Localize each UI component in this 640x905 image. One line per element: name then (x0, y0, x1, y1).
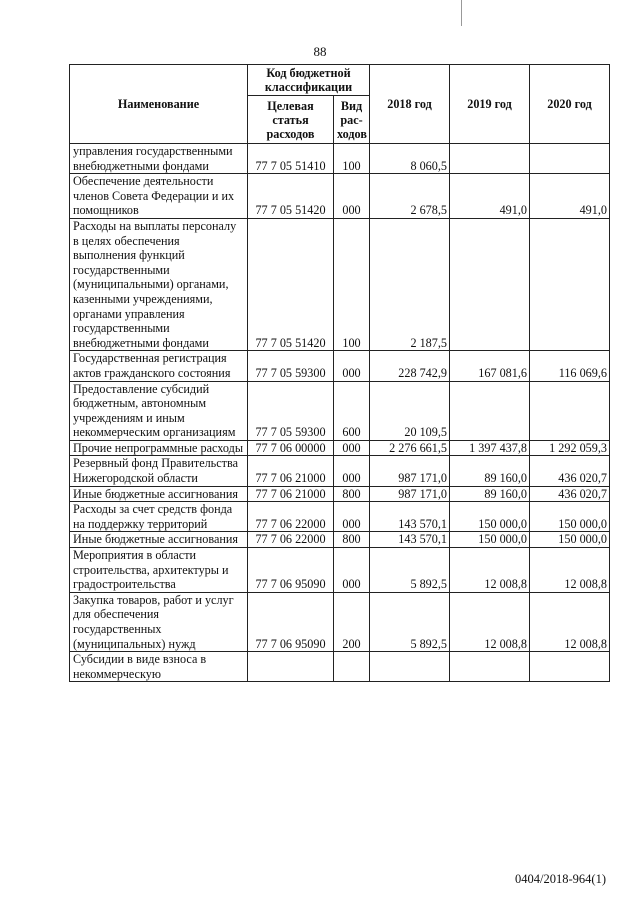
row-code: 77 7 05 59300 (248, 351, 334, 381)
table-row (70, 218, 610, 350)
row-kind: 800 (334, 532, 370, 548)
row-code: 77 7 06 95090 (248, 592, 334, 651)
row-name: Иные бюджетные ассигнования (70, 532, 248, 548)
row-name: управления государственными внебюджетными фондами (70, 144, 248, 174)
table-row (70, 502, 610, 532)
row-2020: 436 020,7 (530, 456, 610, 486)
row-name: Мероприятия в области строительства, архитектуры и градостроительства (70, 548, 248, 593)
scan-artifact-line (461, 0, 462, 26)
row-kind: 000 (334, 548, 370, 593)
row-code: 77 7 06 21000 (248, 456, 334, 486)
row-2018: 143 570,1 (370, 502, 450, 532)
row-2019 (450, 144, 530, 174)
row-code: 77 7 06 22000 (248, 502, 334, 532)
row-2019 (450, 381, 530, 440)
table-row (70, 456, 610, 486)
row-2018: 2 187,5 (370, 218, 450, 350)
row-kind: 800 (334, 486, 370, 502)
row-2018 (370, 652, 450, 682)
table-row (70, 532, 610, 548)
row-name: Расходы на выплаты персоналу в целях обеспечения выполнения функций государственными (муниципальными) органами, казенными учреждениями, органами управления государственными внебюджетными фондами (70, 218, 248, 350)
row-2018: 987 171,0 (370, 456, 450, 486)
table-row (70, 351, 610, 381)
row-2020: 12 008,8 (530, 548, 610, 593)
row-2020: 436 020,7 (530, 486, 610, 502)
row-name: Обеспечение деятельности членов Совета Федерации и их помощников (70, 174, 248, 219)
row-code: 77 7 06 00000 (248, 440, 334, 456)
document-id: 0404/2018-964(1) (515, 872, 606, 886)
row-2020 (530, 218, 610, 350)
header-2020: 2020 год (530, 65, 610, 144)
header-code-group: Код бюджетной классификации (248, 65, 370, 96)
row-code: 77 7 05 51420 (248, 218, 334, 350)
row-2019: 89 160,0 (450, 456, 530, 486)
row-2018: 143 570,1 (370, 532, 450, 548)
row-name: Субсидии в виде взноса в некоммерческую (70, 652, 248, 682)
row-kind (334, 652, 370, 682)
row-2020: 1 292 059,3 (530, 440, 610, 456)
row-2019: 491,0 (450, 174, 530, 219)
row-2019: 12 008,8 (450, 592, 530, 651)
header-name: Наименование (70, 65, 248, 144)
budget-table (69, 64, 610, 682)
row-2019: 1 397 437,8 (450, 440, 530, 456)
table-row (70, 486, 610, 502)
row-code: 77 7 05 51420 (248, 174, 334, 219)
row-2018: 987 171,0 (370, 486, 450, 502)
row-kind: 100 (334, 218, 370, 350)
page-number: 88 (313, 44, 327, 59)
table-row (70, 174, 610, 219)
row-2018: 2 678,5 (370, 174, 450, 219)
row-kind: 200 (334, 592, 370, 651)
row-2020: 12 008,8 (530, 592, 610, 651)
table-row (70, 440, 610, 456)
row-2018: 20 109,5 (370, 381, 450, 440)
row-2018: 2 276 661,5 (370, 440, 450, 456)
table-row (70, 592, 610, 651)
row-2020: 116 069,6 (530, 351, 610, 381)
row-code: 77 7 06 95090 (248, 548, 334, 593)
row-2019: 12 008,8 (450, 548, 530, 593)
row-name: Расходы за счет средств фонда на поддержку территорий (70, 502, 248, 532)
header-target-article: Целевая статья расходов (248, 96, 334, 144)
row-2019: 150 000,0 (450, 502, 530, 532)
row-name: Государственная регистрация актов гражданского состояния (70, 351, 248, 381)
row-2019: 89 160,0 (450, 486, 530, 502)
header-row-1 (70, 65, 610, 96)
row-kind: 100 (334, 144, 370, 174)
row-2019 (450, 652, 530, 682)
row-name: Иные бюджетные ассигнования (70, 486, 248, 502)
row-code: 77 7 05 51410 (248, 144, 334, 174)
row-name: Прочие непрограммные расходы (70, 440, 248, 456)
row-name: Резервный фонд Правительства Нижегородской области (70, 456, 248, 486)
row-kind: 000 (334, 440, 370, 456)
table-row (70, 652, 610, 682)
row-kind: 000 (334, 351, 370, 381)
header-2019: 2019 год (450, 65, 530, 144)
row-kind: 600 (334, 381, 370, 440)
row-name: Закупка товаров, работ и услуг для обеспечения государственных (муниципальных) нужд (70, 592, 248, 651)
row-2020 (530, 381, 610, 440)
table-row (70, 548, 610, 593)
header-expense-kind: Вид рас-ходов (334, 96, 370, 144)
table-row (70, 144, 610, 174)
row-2018: 5 892,5 (370, 592, 450, 651)
row-2018: 5 892,5 (370, 548, 450, 593)
row-name: Предоставление субсидий бюджетным, автономным учреждениям и иным некоммерческим организациям (70, 381, 248, 440)
row-2020 (530, 652, 610, 682)
table-body (70, 144, 610, 682)
row-2020: 150 000,0 (530, 532, 610, 548)
row-kind: 000 (334, 174, 370, 219)
row-code: 77 7 06 21000 (248, 486, 334, 502)
row-code: 77 7 06 22000 (248, 532, 334, 548)
row-2020 (530, 144, 610, 174)
row-2020: 150 000,0 (530, 502, 610, 532)
row-kind: 000 (334, 502, 370, 532)
row-2019: 167 081,6 (450, 351, 530, 381)
row-2020: 491,0 (530, 174, 610, 219)
row-code (248, 652, 334, 682)
row-2018: 8 060,5 (370, 144, 450, 174)
row-2018: 228 742,9 (370, 351, 450, 381)
row-2019: 150 000,0 (450, 532, 530, 548)
row-code: 77 7 05 59300 (248, 381, 334, 440)
row-2019 (450, 218, 530, 350)
row-kind: 000 (334, 456, 370, 486)
header-2018: 2018 год (370, 65, 450, 144)
table-row (70, 381, 610, 440)
